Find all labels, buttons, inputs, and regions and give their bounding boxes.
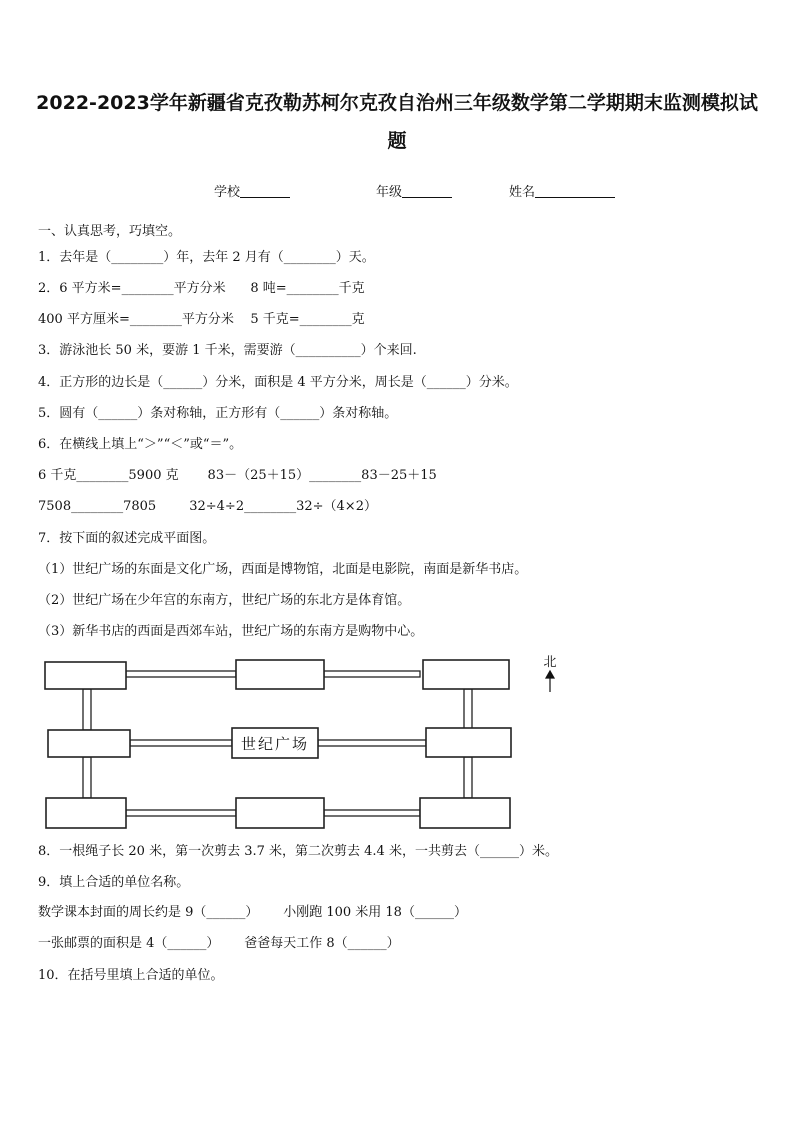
name-label: 姓名 bbox=[509, 185, 536, 200]
question-8: 8．一根绳子长 20 米，第一次剪去 3.7 米，第二次剪去 4.4 米，一共剪去（______）米。 bbox=[38, 844, 558, 859]
question-9: 9．填上合适的单位名称。 bbox=[38, 875, 190, 890]
grade-label: 年级 bbox=[376, 185, 403, 200]
box-south[interactable] bbox=[236, 798, 324, 828]
box-north[interactable] bbox=[236, 660, 324, 689]
box-northeast[interactable] bbox=[423, 660, 509, 689]
name-blank[interactable] bbox=[535, 183, 615, 198]
north-label: 北 bbox=[543, 655, 557, 670]
north-arrow-icon bbox=[546, 671, 554, 692]
school-label: 学校 bbox=[214, 185, 241, 200]
school-blank[interactable] bbox=[240, 183, 290, 198]
question-7: 7．按下面的叙述完成平面图。 bbox=[38, 531, 216, 546]
question-7-1: （1）世纪广场的东面是文化广场，西面是博物馆，北面是电影院，南面是新华书店。 bbox=[38, 562, 528, 577]
question-6a: 6 千克________5900 克 83－（25＋15）________83－25＋15 bbox=[38, 468, 437, 483]
box-east[interactable] bbox=[426, 728, 511, 757]
box-southeast[interactable] bbox=[420, 798, 510, 828]
question-10: 10．在括号里填上合适的单位。 bbox=[38, 968, 224, 983]
road-bottom-right bbox=[324, 810, 420, 816]
road-left-upper bbox=[83, 689, 91, 730]
question-6: 6．在横线上填上“＞”“＜”或“＝”。 bbox=[38, 437, 243, 452]
page-title bbox=[30, 84, 764, 160]
box-northwest[interactable] bbox=[45, 662, 126, 689]
student-info-fields bbox=[0, 181, 794, 201]
question-3: 3．游泳池长 50 米，要游 1 千米，需要游（__________）个来回. bbox=[38, 343, 417, 358]
title-line-2: 题 bbox=[387, 130, 407, 152]
question-7-2: （2）世纪广场在少年宫的东南方，世纪广场的东北方是体育馆。 bbox=[38, 593, 411, 608]
road-mid-right bbox=[318, 740, 426, 746]
road-top-right bbox=[324, 671, 420, 677]
title-line-1: 2022-2023学年新疆省克孜勒苏柯尔克孜自治州三年级数学第二学期期末监测模拟试 bbox=[36, 92, 758, 114]
grade-blank[interactable] bbox=[402, 183, 452, 198]
box-west[interactable] bbox=[48, 730, 130, 757]
name-field bbox=[509, 181, 615, 200]
question-1: 1．去年是（________）年，去年 2 月有（________）天。 bbox=[38, 250, 375, 265]
question-7-3: （3）新华书店的西面是西郊车站，世纪广场的东南方是购物中心。 bbox=[38, 624, 424, 639]
grade-field bbox=[376, 181, 452, 200]
question-2a: 2．6 平方米=________平方分米 8 吨=________千克 bbox=[38, 281, 365, 296]
road-left-lower bbox=[83, 757, 91, 798]
road-mid-left bbox=[130, 740, 232, 746]
road-right-upper bbox=[464, 689, 472, 730]
road-right-lower bbox=[464, 757, 472, 798]
question-9b: 一张邮票的面积是 4（______） 爸爸每天工作 8（______） bbox=[38, 936, 400, 951]
question-4: 4．正方形的边长是（______）分米，面积是 4 平方分米，周长是（______）分米。 bbox=[38, 375, 518, 390]
school-field bbox=[214, 181, 290, 200]
road-bottom-left bbox=[126, 810, 236, 816]
question-5: 5．圆有（______）条对称轴，正方形有（______）条对称轴。 bbox=[38, 406, 398, 421]
box-southwest[interactable] bbox=[46, 798, 126, 828]
question-6b: 7508________7805 32÷4÷2________32÷（4×2） bbox=[38, 499, 377, 514]
center-square-label: 世纪广场 bbox=[240, 735, 310, 753]
question-9a: 数学课本封面的周长约是 9（______） 小刚跑 100 米用 18（______） bbox=[38, 905, 467, 920]
map-diagram bbox=[38, 652, 578, 836]
road-top-left bbox=[126, 671, 236, 677]
section-heading: 一、认真思考，巧填空。 bbox=[38, 224, 182, 239]
question-2b: 400 平方厘米=________平方分米 5 千克=________克 bbox=[38, 312, 365, 327]
